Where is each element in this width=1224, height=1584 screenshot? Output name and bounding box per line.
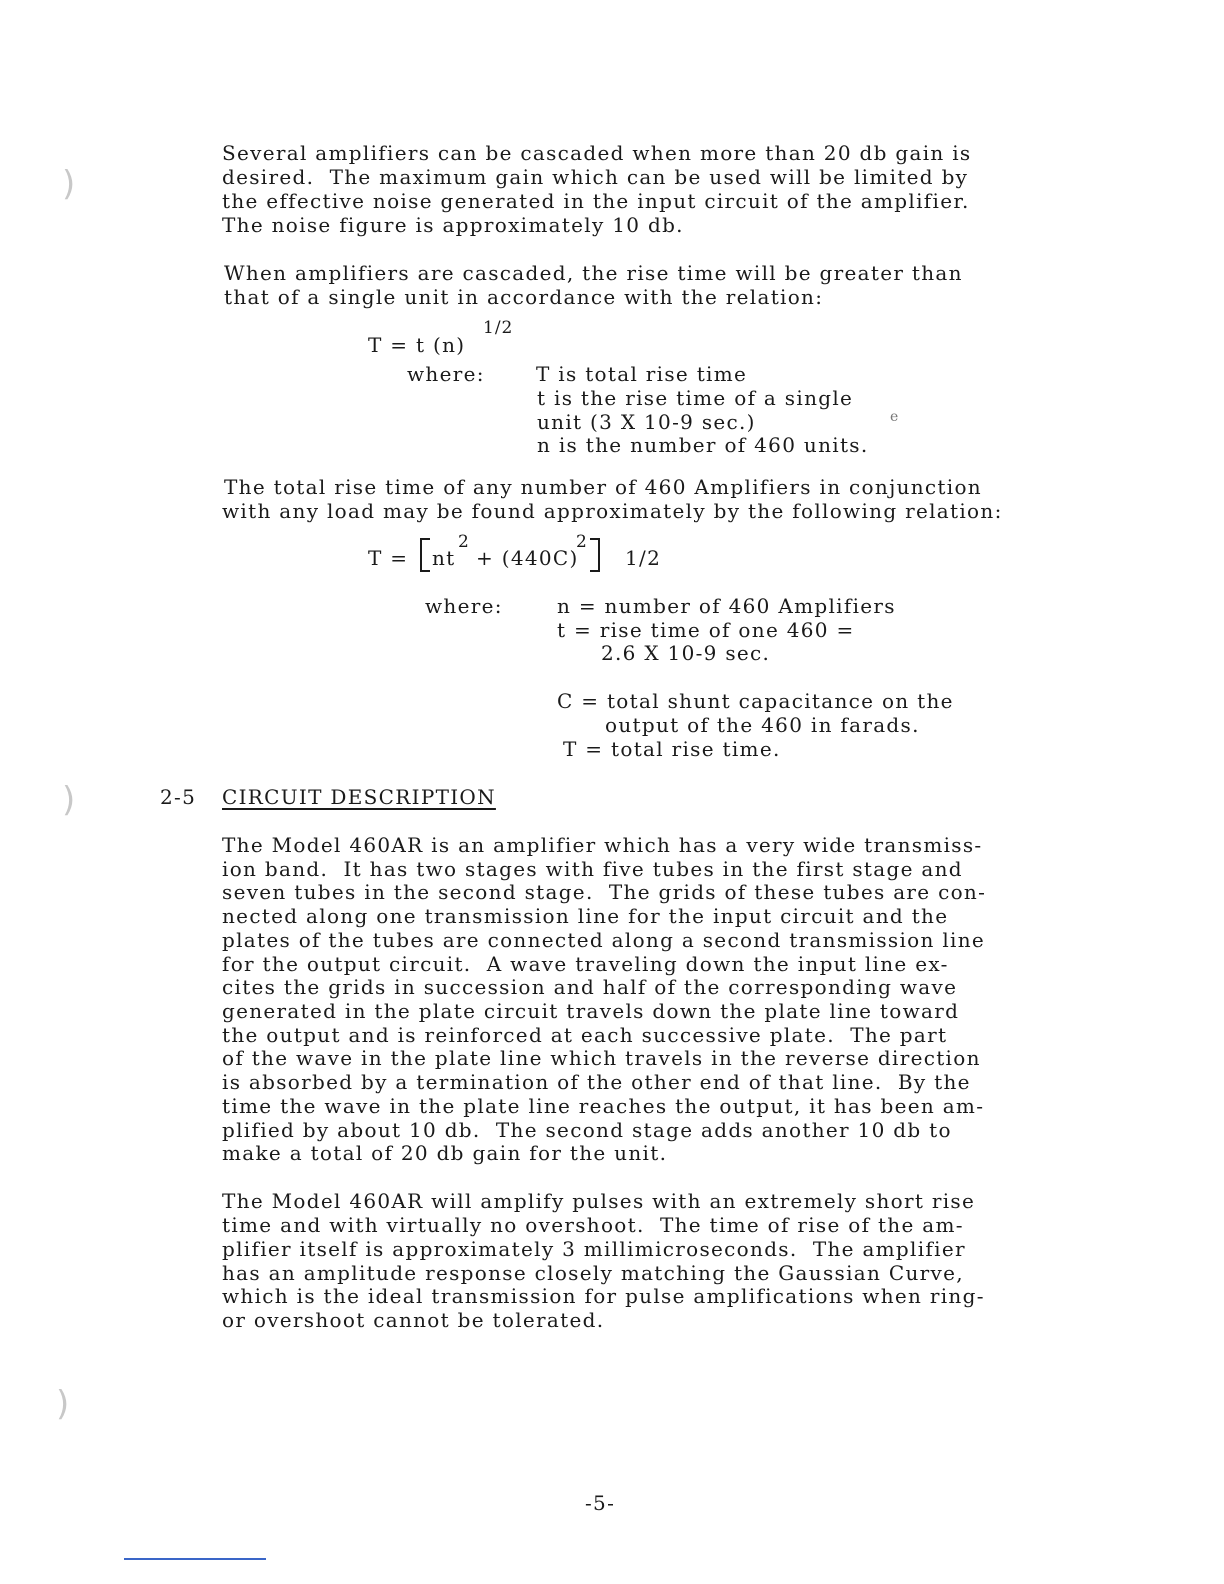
equation-main: T = t (n) [368, 333, 466, 357]
text-line: When amplifiers are cascaded, the rise time will be greater than [224, 261, 963, 285]
equation-exponent: 1/2 [625, 546, 662, 570]
text-line: is absorbed by a termination of the other end of that line. By the [222, 1070, 971, 1094]
text-line: which is the ideal transmission for pulse amplifications when ring- [222, 1284, 985, 1308]
text-line: The noise figure is approximately 10 db. [222, 213, 684, 237]
bracket-right [590, 538, 600, 572]
section-number: 2-5 [160, 785, 197, 809]
stray-mark: e [890, 409, 900, 425]
definition-line: n is the number of 460 units. [537, 433, 869, 457]
text-line: the effective noise generated in the input circuit of the amplifier. [222, 189, 970, 213]
footer-rule [124, 1558, 266, 1560]
text-line: cites the grids in succession and half of the corresponding wave [222, 975, 958, 999]
where-label: where: [407, 362, 485, 386]
equation-exponent: 1/2 [483, 318, 514, 338]
text-line: ion band. It has two stages with five tubes in the first stage and [222, 857, 963, 881]
text-line: the output and is reinforced at each successive plate. The part [222, 1023, 948, 1047]
text-line: make a total of 20 db gain for the unit. [222, 1141, 668, 1165]
section-title: CIRCUIT DESCRIPTION [222, 785, 496, 809]
definition-line: T = total rise time. [563, 737, 781, 761]
text-line: time and with virtually no overshoot. The time of rise of the am- [222, 1213, 964, 1237]
binder-hole-mark: ) [56, 1384, 70, 1424]
text-line: Several amplifiers can be cascaded when more than 20 db gain is [222, 141, 972, 165]
binder-hole-mark: ) [62, 780, 76, 820]
text-line: The Model 460AR is an amplifier which has a very wide transmiss- [222, 833, 983, 857]
definition-line: n = number of 460 Amplifiers [557, 594, 896, 618]
equation-term: nt [432, 546, 456, 570]
text-line: The total rise time of any number of 460 Amplifiers in conjunction [224, 475, 982, 499]
definition-line: output of the 460 in farads. [605, 713, 920, 737]
text-line: desired. The maximum gain which can be used will be limited by [222, 165, 969, 189]
binder-hole-mark: ) [62, 164, 76, 204]
text-line: has an amplitude response closely matching the Gaussian Curve, [222, 1261, 964, 1285]
definition-line: t is the rise time of a single [537, 386, 854, 410]
text-line: or overshoot cannot be tolerated. [222, 1308, 605, 1332]
text-line: plates of the tubes are connected along a second transmission line [222, 928, 986, 952]
equation-superscript: 2 [458, 532, 470, 552]
text-line: time the wave in the plate line reaches the output, it has been am- [222, 1094, 985, 1118]
where-label: where: [425, 594, 503, 618]
text-line: plifier itself is approximately 3 millimicroseconds. The amplifier [222, 1237, 966, 1261]
bracket-left [420, 538, 430, 572]
definition-line: C = total shunt capacitance on the [557, 689, 954, 713]
definition-line: unit (3 X 10-9 sec.) [537, 410, 756, 434]
text-line: nected along one transmission line for the input circuit and the [222, 904, 949, 928]
page-number: -5- [585, 1491, 616, 1515]
definition-line: 2.6 X 10-9 sec. [601, 641, 771, 665]
text-line: with any load may be found approximately by the following relation: [222, 499, 1003, 523]
text-line: seven tubes in the second stage. The grids of these tubes are con- [222, 880, 987, 904]
equation-term: + (440C) [476, 546, 579, 570]
text-line: for the output circuit. A wave traveling down the input line ex- [222, 952, 949, 976]
text-line: The Model 460AR will amplify pulses with an extremely short rise [222, 1189, 976, 1213]
definition-line: t = rise time of one 460 = [557, 618, 855, 642]
text-line: of the wave in the plate line which travels in the reverse direction [222, 1046, 981, 1070]
text-line: that of a single unit in accordance with the relation: [224, 285, 824, 309]
equation-superscript: 2 [576, 532, 588, 552]
equation-lhs: T = [368, 546, 409, 570]
text-line: generated in the plate circuit travels down the plate line toward [222, 999, 960, 1023]
definition-line: T is total rise time [536, 362, 748, 386]
text-line: plified by about 10 db. The second stage adds another 10 db to [222, 1118, 952, 1142]
